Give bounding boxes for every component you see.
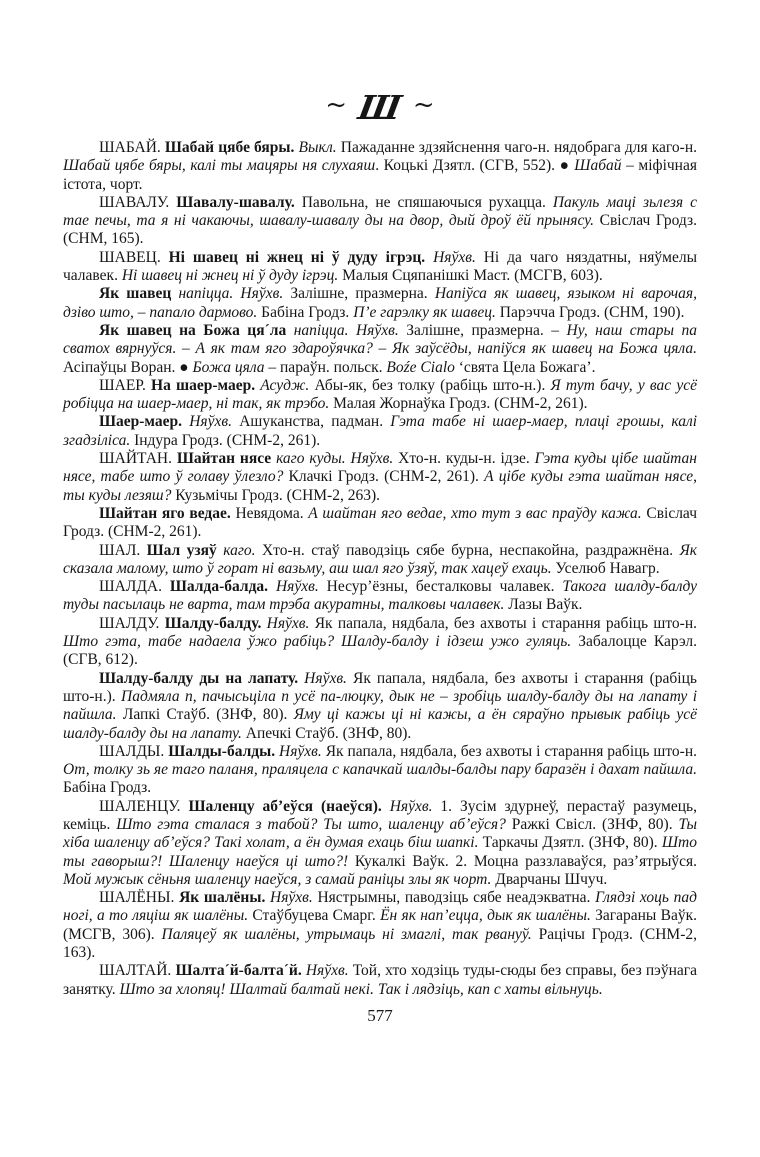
text-run: Асіпаўцы Воран. ● — [63, 358, 193, 376]
text-run: Божа цяла — [192, 358, 265, 376]
text-run: ШАВЕЦ. — [99, 248, 169, 266]
dictionary-entry — [63, 505, 697, 542]
text-run: Гэта табе ні шаер-маер, плаці грошы, калі згадзіліса. — [63, 413, 698, 449]
text-run: ШАЙТАН. — [99, 450, 177, 468]
text-run: Кузьмічы Гродз. (СНМ-2, 263). — [175, 486, 380, 504]
text-run: Загараны Ваўк. (МСГВ, 306). — [63, 907, 697, 943]
text-run: Залішне, празмерна. — [290, 285, 435, 303]
text-run: Уселюб Навагр. — [555, 559, 660, 577]
text-run: Шайтан нясе — [176, 450, 277, 468]
dictionary-entry — [63, 889, 697, 962]
dictionary-entry — [63, 670, 697, 743]
text-run: Лапкі Стаўб. (ЗНФ, 80). — [122, 706, 294, 724]
text-run: Хто-н. стаў паводзіць сябе бурна, неспакойна, раздражнёна. — [261, 541, 680, 559]
text-run: Парэчча Гродз. (СНМ, 190). — [499, 303, 685, 321]
text-run: Няўхв. — [433, 248, 484, 266]
text-run: Бабіна Гродз. — [261, 303, 354, 321]
text-run: Ну, наш стары па сватох вярнуўся. – А як там яго здароўячка? – Як заўсёды, напіўся як шавец на Божа цяла. — [63, 321, 698, 358]
page-number: 577 — [367, 1005, 393, 1025]
text-run: Малыя Сцяпанішкі Маст. (МСГВ, 603). — [338, 267, 603, 285]
text-run: Шабай цябе бяры. — [164, 139, 299, 156]
ornament-tilde-left: ~ — [325, 90, 348, 120]
text-run: ШАЛ. — [99, 541, 147, 559]
text-run: Апечкі Стаўб. (ЗНФ, 80). — [245, 724, 412, 742]
text-run: Няўхв. — [279, 742, 326, 760]
dictionary-entry — [63, 962, 697, 999]
text-run: ШАЛТАЙ. — [99, 962, 176, 980]
text-run: Няўхв. — [305, 962, 353, 980]
text-run: Павольна, не спяшаючыся рухацца. — [301, 193, 553, 211]
text-run: Я тут бачу, у вас усё робіцца на шаер-маер, ні так, як трэбо. — [63, 376, 697, 413]
text-run: Як шалёны. — [179, 889, 271, 907]
text-run: ШАЛДА. — [99, 578, 170, 596]
dictionary-entry — [63, 377, 697, 414]
text-run: Ні да чаго няздатны, няўмелы чалавек. — [63, 248, 697, 285]
text-run: – параўн. польск. — [264, 358, 387, 376]
text-run: Шаер-маер. — [99, 413, 190, 431]
text-run: Бабіна Гродз. — [63, 779, 152, 797]
text-run: Выкл. — [298, 139, 341, 156]
text-run: Шал узяў — [146, 541, 224, 559]
text-run: Падмяла п, пачысьціла п усё па-люцку, дык не – зробіць шалду-балду ды на лапату і пайшла. — [63, 687, 697, 724]
text-run: ШАВАЛУ. — [99, 193, 177, 211]
text-run: Шалды-балды. — [168, 742, 280, 760]
text-run: Як шавец — [99, 285, 179, 303]
text-run: Хто-н. куды-н. ідзе. — [398, 450, 535, 468]
text-run: каго. — [223, 541, 262, 559]
text-run: Нястрымны, паводзіць сябе неадэкватна. — [317, 889, 596, 907]
text-run: Ашуканства, падман. — [239, 413, 391, 431]
text-run: ‘свята Цела Божага’. — [454, 358, 596, 376]
dictionary-entry — [63, 450, 697, 505]
dictionary-entry — [63, 743, 697, 798]
text-run: Шабай — [574, 157, 622, 175]
text-run: ШАЛЁНЫ. — [99, 889, 180, 907]
text-run: Няўхв. — [270, 889, 318, 907]
ornament-tilde-right: ~ — [412, 90, 435, 120]
text-run: Індура Гродз. (СНМ-2, 261). — [134, 431, 321, 449]
text-run: Невядома. — [235, 504, 309, 522]
text-run: Як папала, нядбала, без ахвоты і старання (рабіць што-н.). — [63, 669, 697, 705]
dictionary-entry — [63, 285, 697, 322]
text-run: Асудж. — [260, 376, 315, 394]
text-run: Рацічы Гродз. (СНМ-2, 163). — [63, 925, 698, 962]
text-run: Дварчаны Шчуч. — [495, 870, 608, 888]
text-run: Гэта куды цібе шайтан нясе, табе што ў голаву ўлезло? — [63, 450, 697, 486]
text-run: Ражкі Свісл. (ЗНФ, 80). — [511, 815, 679, 833]
text-run: каго куды. Няўхв. — [276, 450, 399, 468]
text-run: Што ты гаворыш?! Шаленцу наеўся ці што?! — [63, 834, 697, 870]
text-run: Ты хіба шаленцу аб’еўся? Такі холат, а ён думая ехаць біш шапкі. — [63, 815, 698, 852]
text-run: Свіслач Гродз. (СНМ-2, 261). — [63, 504, 697, 541]
text-run: Яму ці кажы ці ні кажы, а ён сяраўно прывык рабіць усё шалду-балду ды на лапату. — [63, 706, 697, 742]
text-run: Ні шавец ні жнец ні ў дуду ігрэц. — [121, 267, 339, 285]
text-run: Як папала, нядбала, без ахвоты і старання рабіць што-н. — [314, 614, 697, 632]
dictionary-entry — [63, 322, 697, 377]
text-run: Кукалкі Ваўк. 2. Моцна раззлаваўся, раз’ятрыўся. — [354, 852, 697, 870]
text-run: Ні шавец ні жнец ні ў дуду ігрэц. — [168, 248, 434, 266]
text-run: Залішне, празмерна. – — [406, 321, 567, 339]
text-run: Няўхв. — [189, 413, 240, 431]
section-letter: Ш — [355, 88, 405, 127]
text-run: Няўхв. — [389, 797, 441, 815]
text-run: . Коцькі Дзятл. (СГВ, 552). ● — [375, 157, 575, 175]
text-run: Клачкі Гродз. (СНМ-2, 261). — [288, 468, 485, 486]
text-run: Шавалу-шавалу. — [176, 193, 302, 211]
text-run: ШАЛЕНЦУ. — [99, 797, 189, 815]
text-run: Мой мужык сёньня шаленцу наеўся, з самай раніцы злы як чорт. — [63, 870, 496, 888]
text-run: Пажаданне здзяйснення чаго-н. нядобрага для каго-н. — [340, 139, 697, 156]
text-run: Напіўса як шавец, языком ні варочая, дзіво што, – папало дармово. — [63, 285, 698, 321]
text-run: Шабай цябе бяры, калі ты мацяры ня слухаяш — [63, 157, 376, 175]
text-run: Шаленцу аб’еўся (наеўся). — [188, 797, 390, 815]
dictionary-entry — [63, 615, 697, 670]
text-run: Лазы Ваўк. — [508, 596, 583, 614]
dictionary-entry — [63, 798, 697, 889]
text-run: Што за хлопяц! Шалтай балтай некі. Так і лядзіць, кап с хаты вільнуць. — [119, 980, 603, 998]
text-run: 1. Зусім здурнеў, перастаў разумець, кеміць. — [63, 797, 697, 833]
entries-container — [63, 139, 697, 999]
text-run: Шалду-балду. — [164, 614, 267, 632]
text-run: Шайтан яго ведае. — [99, 504, 236, 522]
text-run: На шаер-маер. — [151, 376, 261, 394]
text-run: От, толку зь яе таго паланя, праляцела с капачкай шалды-балды пару баразён і дахат пайшла. — [63, 761, 697, 779]
text-run: напіцца. Няўхв. — [178, 285, 291, 303]
text-run: Шалта´й-балта´й. — [175, 962, 306, 980]
text-run: А шайтан яго ведае, хто тут з вас праўду кажа. — [308, 504, 647, 522]
dictionary-entry — [63, 139, 697, 194]
section-letter-heading — [0, 0, 760, 127]
dictionary-entry — [63, 249, 697, 286]
text-run: Несур’ёзны, бесталковы чалавек. — [326, 578, 563, 596]
text-run: ШАЕР. — [99, 376, 152, 394]
text-run: Як сказала малому, што ў горат ні вазьму, аш шал яго ўзяў, так хацеў ехаць. — [63, 541, 698, 577]
text-run: Шалда-балда. — [169, 578, 276, 596]
text-run: Што гэта сталася з табой? Ты што, шаленцу аб’еўся? — [116, 815, 512, 833]
text-run: Стаўбуцева Смарг. — [252, 907, 381, 925]
text-run: Ён як нап’ецца, дык як шалёны. — [380, 907, 596, 925]
text-run: ШАЛДУ. — [99, 614, 165, 632]
text-run: Малая Жорнаўка Гродз. (СНМ-2, 261). — [333, 395, 588, 413]
dictionary-entry — [63, 194, 697, 249]
text-run: Глядзі хоць пад ногі, а то ляціш як шалёны. — [63, 889, 697, 925]
text-run: Шалду-балду ды на лапату. — [99, 669, 305, 687]
dictionary-entry — [63, 413, 697, 450]
text-run: Няўхв. — [266, 614, 315, 632]
text-run: Той, хто ходзіць туды-сюды без справы, без пэўнага занятку. — [63, 962, 697, 998]
text-run: ШАБАЙ. — [99, 139, 165, 156]
text-run: Таркачы Дзятл. (ЗНФ, 80). — [482, 834, 662, 852]
text-run: Няўхв. — [275, 578, 327, 596]
dictionary-entry — [63, 578, 697, 615]
text-run: ШАЛДЫ. — [99, 742, 169, 760]
text-run: Абы-як, без толку (рабіць што-н.). — [314, 376, 551, 394]
text-run: Што гэта, табе надаела ўжо рабіць? Шалду-балду і ідзеш ужо гуляць. — [63, 633, 579, 651]
text-run: Паляцеў як шалёны, утрымаць ні змаглі, так рвануў. — [161, 925, 539, 943]
text-run: – міфічная істота, чорт. — [63, 157, 697, 193]
text-run: Boźe Cialo — [386, 358, 455, 376]
text-run: Няўхв. — [304, 669, 353, 687]
text-run: П’е гарэлку як шавец. — [353, 303, 500, 321]
dictionary-entry — [63, 542, 697, 579]
text-run: Пакуль маці зьлезя с тае печы, та я ні чакаючы, шавалу-шавалу ды на двор, дый дроў ёй прынясу. — [63, 193, 697, 230]
text-run: Забалоцце Карэл. (СГВ, 612). — [63, 633, 698, 669]
text-run: напіцца. Няўхв. — [293, 321, 407, 339]
text-run: Як папала, нядбала, без ахвоты і старання рабіць што-н. — [325, 742, 697, 760]
text-run: Як шавец на Божа ця´ла — [99, 321, 294, 339]
text-run: Такога шалду-балду туды пасылаць не варта, там трэба акуратны, талковы чалавек. — [63, 578, 698, 614]
text-run: Свіслач Гродз. (СНМ, 165). — [63, 212, 697, 248]
text-run: А цібе куды гэта шайтан нясе, ты куды лезяш? — [63, 468, 698, 504]
